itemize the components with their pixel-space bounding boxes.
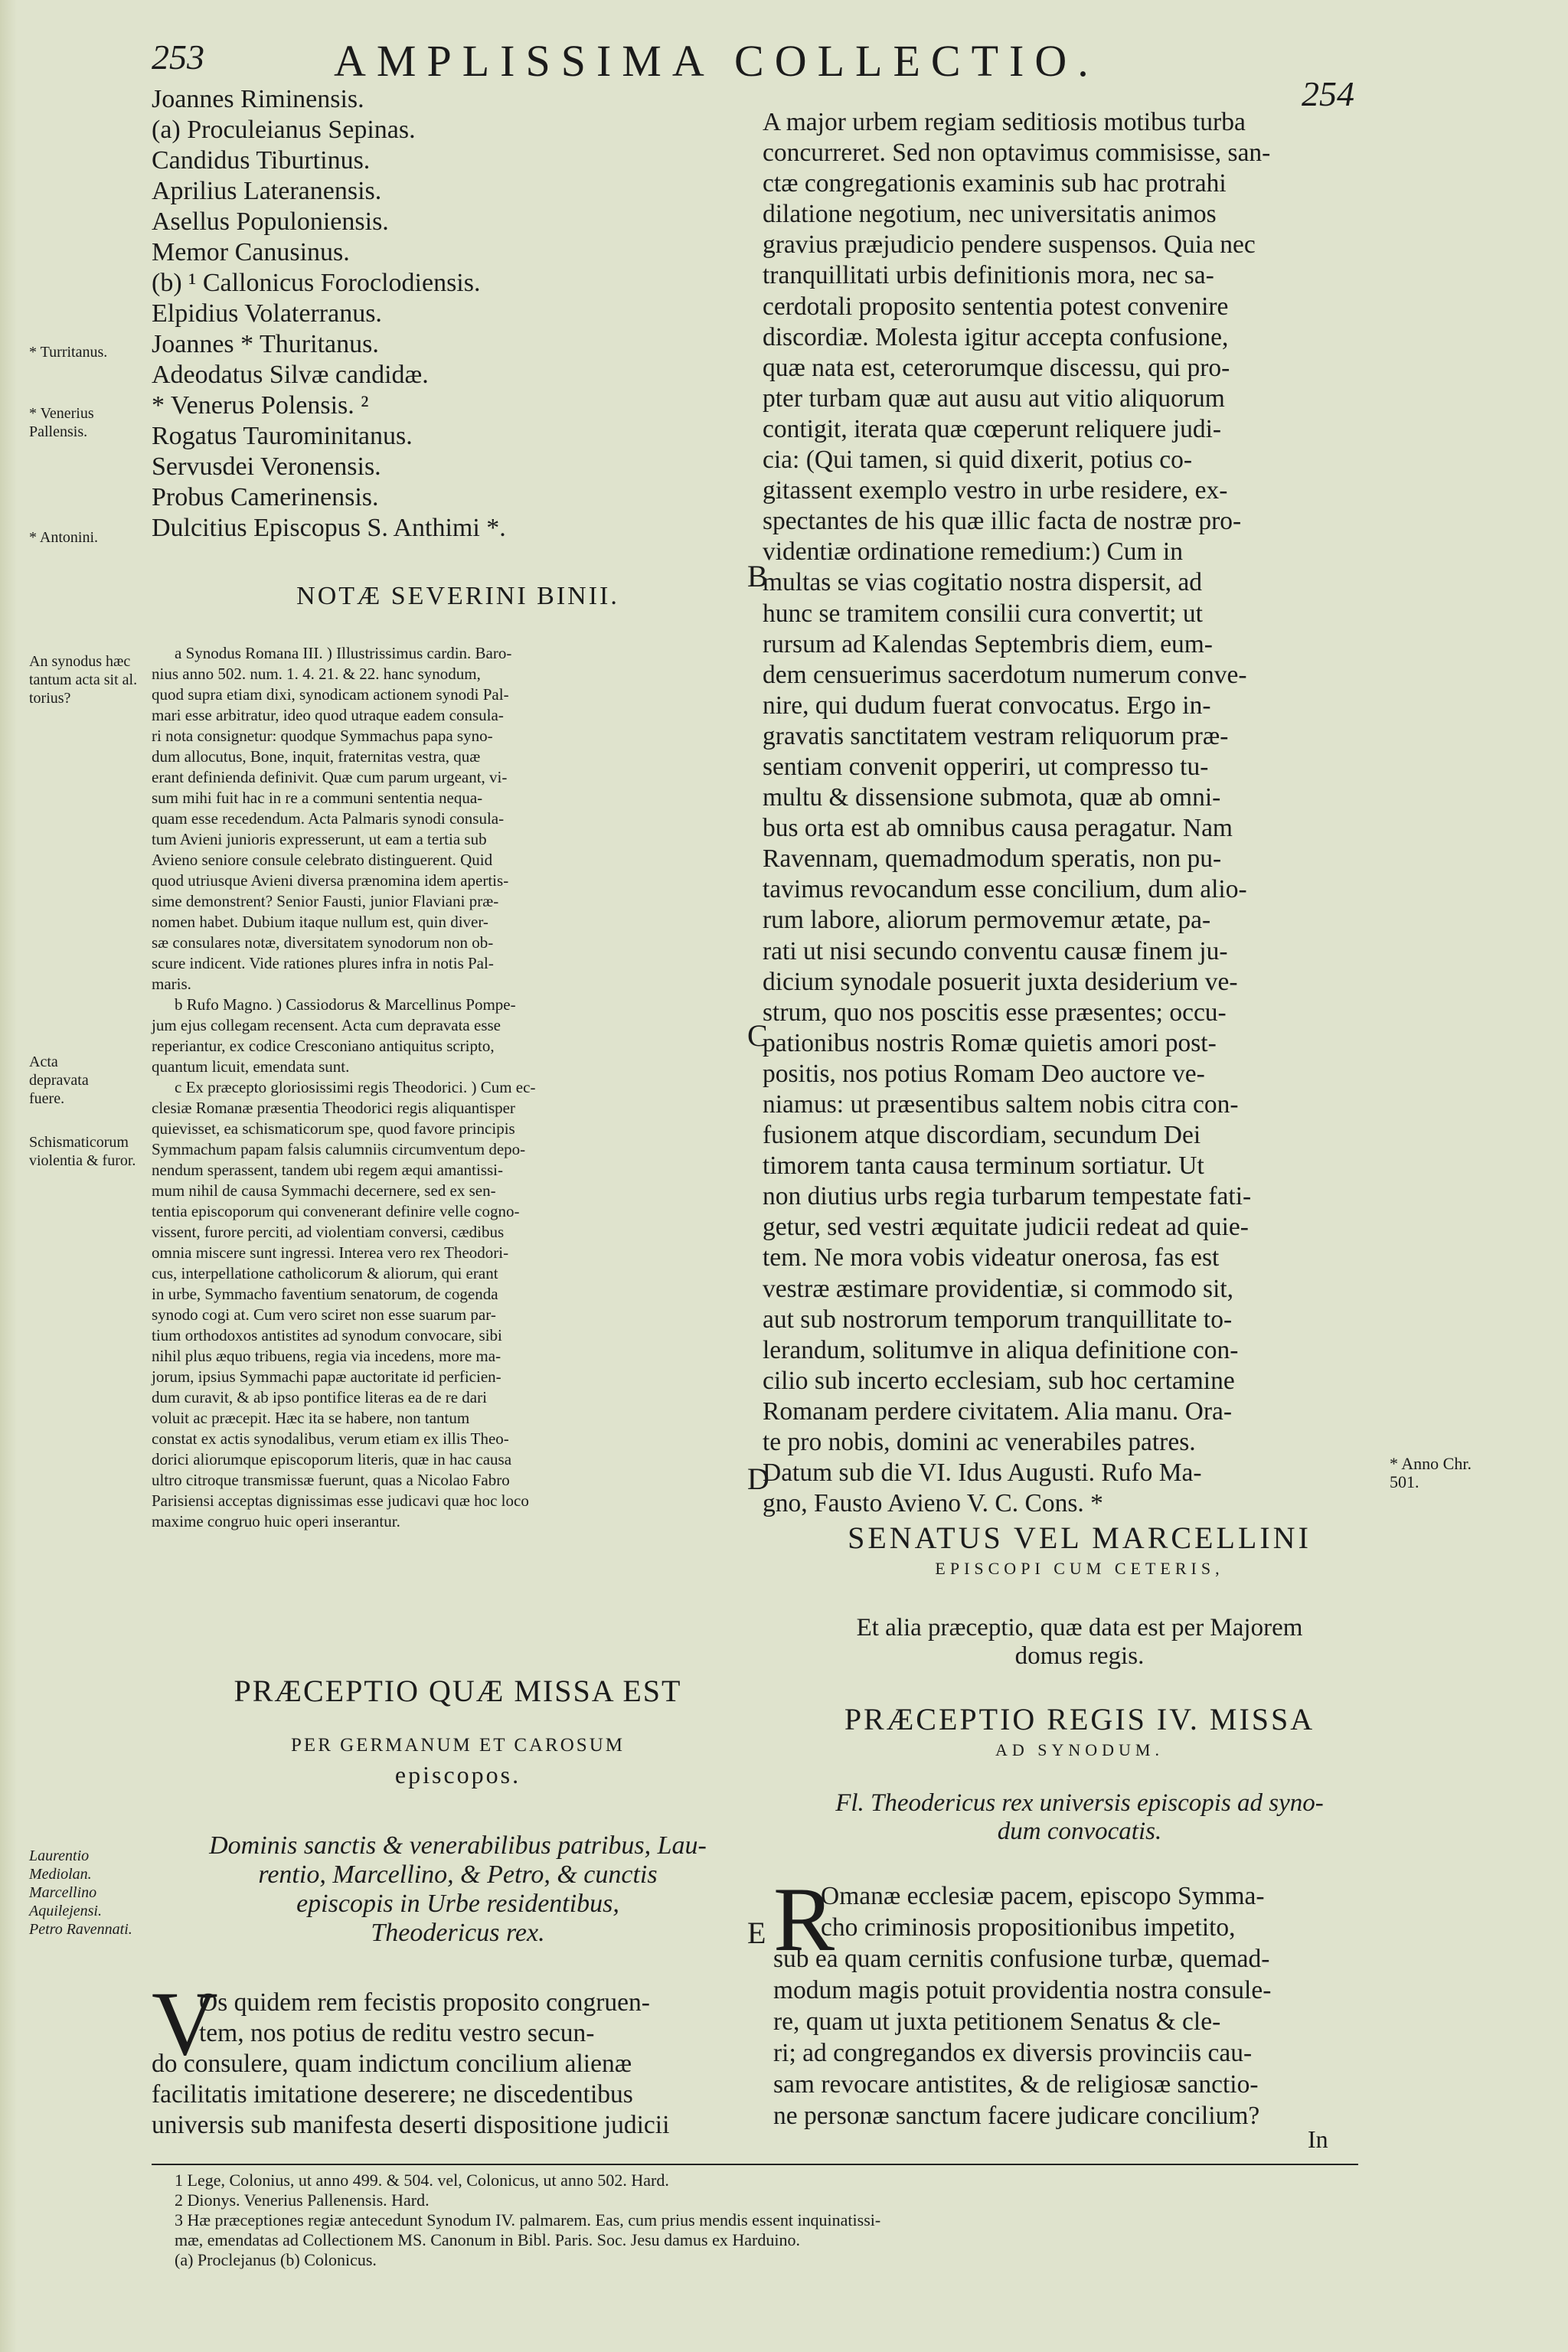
names-list (152, 84, 764, 544)
right-text-line: videntiæ ordinatione remedium:) Cum in (763, 537, 1183, 567)
note-line: scure indicent. Vide rationes plures infra in notis Pal- (152, 954, 494, 972)
catchword: In (1308, 2125, 1328, 2153)
body-left-line: tem, nos potius de reditu vestro secun- (199, 2019, 595, 2047)
body-left-line: do consulere, quam indictum concilium alienæ (152, 2050, 632, 2078)
right-text-line: gravius præjudicio pendere suspensos. Quia nec (763, 230, 1256, 260)
right-text-line: hunc se tramitem consilii cura convertit; ut (763, 599, 1203, 628)
praeceptio-two-intro1: Fl. Theodericus rex universis episcopis ad syno- (835, 1789, 1324, 1817)
senatus-sub: EPISCOPI CUM CETERIS, (935, 1559, 1224, 1578)
body-right-line: cho criminosis propositionibus impetito, (821, 1913, 1236, 1942)
margin-laurentio: Laurentio Mediolan. Marcellino Aquilejensi. Petro Ravennati. (29, 1847, 132, 1938)
note-line: ultro citroque transmissæ fuerunt, quas a Nicolao Fabro (152, 1471, 510, 1489)
note-line: erant definienda definivit. Quæ cum parum urgeant, vi- (152, 768, 508, 786)
footnotes-block (175, 2171, 880, 2270)
footnote-line: 1 Lege, Colonius, ut anno 499. & 504. vel, Colonicus, ut anno 502. Hard. (175, 2171, 669, 2190)
right-text-line: rati ut nisi secundo conventu causæ finem ju- (763, 936, 1228, 965)
name-line: * Venerus Polensis. ² (152, 391, 369, 420)
right-text-line: multu & dissensione submota, quæ ab omni- (763, 783, 1221, 812)
body-right-line: sam revocare antistites, & de religiosæ sanctio- (773, 2070, 1259, 2099)
name-line: Candidus Tiburtinus. (152, 146, 371, 175)
notes-heading-text: NOTÆ SEVERINI BINII. (296, 582, 619, 610)
right-text-line: cerdotali proposito sententia potest convenire (763, 292, 1229, 321)
section-letter-d: D (747, 1462, 769, 1496)
drop-cap-r: R (773, 1868, 835, 1970)
note-line: quod utriusque Avieni diversa prænomina idem apertis- (152, 871, 509, 890)
praeceptio-two (773, 1701, 1386, 1846)
footnote-line: 2 Dionys. Venerius Pallenensis. Hard. (175, 2190, 430, 2210)
right-text-line: strum, quo nos poscitis esse præsentes; occu- (763, 998, 1227, 1027)
right-text-line: ctæ congregationis examinis sub hac protrahi (763, 169, 1227, 198)
footnote-line: (a) Proclejanus (b) Colonicus. (175, 2250, 377, 2269)
right-text-line: positis, nos potius Romam Deo auctore ve- (763, 1059, 1205, 1088)
name-line: Elpidius Volaterranus. (152, 299, 382, 328)
note-line: mum nihil de causa Symmachi decernere, sed ex sen- (152, 1181, 496, 1200)
right-text-line: dem censuerimus sacerdotum numerum conve- (763, 660, 1247, 689)
note-line: reperiantur, ex codice Cresconiano antiquitus scripto, (152, 1037, 495, 1055)
right-text-line: fusionem atque discordiam, secundum Dei (763, 1121, 1201, 1150)
right-text-line: A major urbem regiam seditiosis motibus turba (763, 108, 1246, 136)
right-text-line: sentiam convenit opperiri, ut compresso tu- (763, 752, 1209, 781)
note-line: sime demonstrent? Senior Fausti, junior Flaviani præ- (152, 892, 499, 910)
note-line: dorici aliorumque episcoporum literis, quæ in hac causa (152, 1450, 512, 1468)
note-line: quievisset, ea schismaticorum spe, quod favore principis (152, 1119, 515, 1138)
body-right-line: ri; ad congregandos ex diversis provinciis cau- (773, 2039, 1253, 2067)
address-line: Dominis sanctis & venerabilibus patribus, Lau- (209, 1831, 707, 1860)
senatus-block (773, 1520, 1386, 1671)
note-line: voluit ac præcepit. Hæc ita se habere, non tantum (152, 1409, 470, 1427)
running-title-text: AMPLISSIMA COLLECTIO. (334, 36, 1099, 86)
margin-anno: * Anno Chr. 501. (1390, 1454, 1472, 1491)
right-text-line: tem. Ne mora vobis videatur onerosa, fas est (763, 1243, 1220, 1272)
right-text-line: gravatis sanctitatem vestram reliquorum præ- (763, 721, 1229, 750)
note-line: nius anno 502. num. 1. 4. 21. & 22. hanc synodum, (152, 665, 481, 683)
note-line: mari esse arbitratur, ideo quod utraque eadem consula- (152, 706, 504, 724)
note-line: nomen habet. Dubium itaque nullum est, quin diver- (152, 913, 488, 931)
name-line: Memor Canusinus. (152, 238, 350, 266)
name-line: Servusdei Veronensis. (152, 452, 381, 481)
note-line: in urbe, Symmacho faventium senatorum, de cogenda (152, 1285, 498, 1303)
right-text-line: discordiæ. Molesta igitur accepta confusione, (763, 322, 1229, 351)
margin-acta: Acta depravata fuere. (29, 1054, 89, 1107)
right-text-line: timorem tanta causa terminum sortiatur. Ut (763, 1152, 1204, 1181)
footnote-rule (152, 2164, 1358, 2165)
address-line: rentio, Marcellino, & Petro, & cunctis (258, 1860, 658, 1889)
right-text-line: spectantes de his quæ illic facta de nostræ pro- (763, 507, 1242, 536)
page-number-left: 253 (152, 38, 204, 77)
note-line: Avieno seniore consule celebrato distinguerent. Quid (152, 851, 493, 869)
running-title (334, 35, 1099, 87)
notes-heading (152, 582, 764, 611)
senatus-text2: domus regis. (1014, 1642, 1145, 1670)
name-line: Aprilius Lateranensis. (152, 177, 382, 205)
body-left-line: universis sub manifesta deserti dispositione judicii (152, 2111, 670, 2139)
note-line: quantum licuit, emendata sunt. (152, 1057, 350, 1076)
address-line: episcopis in Urbe residentibus, (296, 1890, 619, 1918)
address-block (152, 1831, 764, 1948)
right-text-line: vestræ æstimare providentiæ, si commodo sit, (763, 1274, 1234, 1303)
right-text-line: tranquillitati urbis definitionis mora, nec sa- (763, 261, 1214, 290)
body-left-line: Os quidem rem fecistis proposito congruen- (199, 1988, 650, 2017)
section-letter-e: E (747, 1916, 766, 1950)
note-line: Symmachum papam falsis calumniis circumventum depo- (152, 1140, 526, 1158)
right-text-line: lerandum, solitumve in aliqua definitione con- (763, 1335, 1239, 1364)
footnote-line: mæ, emendatas ad Collectionem MS. Canonum in Bibl. Paris. Soc. Jesu damus ex Harduino. (175, 2230, 800, 2249)
margin-schism: Schismaticorum violentia & furor. (29, 1134, 136, 1169)
section-letter-c: C (747, 1018, 768, 1053)
body-left (152, 1988, 764, 2141)
right-text-line: multas se vias cogitatio nostra dispersit, ad (763, 568, 1203, 597)
right-text-line: contigit, iterata quæ cœperunt reliquere judi- (763, 414, 1222, 443)
margin-turritanus: * Turritanus. (29, 344, 108, 361)
right-text-line: rursum ad Kalendas Septembris diem, eum- (763, 629, 1213, 658)
name-line: (b) ¹ Callonicus Foroclodiensis. (152, 269, 481, 297)
note-line: maxime congruo huic operi inserantur. (152, 1512, 400, 1530)
praeceptio-two-intro2: dum convocatis. (997, 1818, 1162, 1845)
name-line: Joannes * Thuritanus. (152, 330, 379, 358)
right-text-line: Romanam perdere civitatem. Alia manu. Ora- (763, 1396, 1233, 1426)
right-text-line: concurreret. Sed non optavimus commisisse, san- (763, 139, 1271, 168)
note-line: jorum, ipsius Symmachi papæ auctoritate id perficien- (152, 1367, 501, 1386)
name-line: Dulcitius Episcopus S. Anthimi *. (152, 514, 506, 542)
binding-gutter (0, 0, 17, 2352)
body-right-line: re, quam ut juxta petitionem Senatus & cle- (773, 2007, 1221, 2036)
right-text-line: gitassent exemplo vestro in urbe residere, ex- (763, 476, 1228, 505)
name-line: Adeodatus Silvæ candidæ. (152, 361, 429, 389)
note-line: dum allocutus, Bone, inquit, fraternitas vestra, quæ (152, 747, 481, 766)
page-number-right: 254 (1302, 74, 1354, 113)
margin-venerius: * Venerius Pallensis. (29, 405, 94, 440)
margin-synodus: An synodus hæc tantum acta sit al. torius? (29, 653, 138, 707)
note-line: c Ex præcepto gloriosissimi regis Theodorici. ) Cum ec- (175, 1078, 536, 1096)
right-text-line: quæ nata est, ceterorumque discessu, qui pro- (763, 353, 1230, 382)
right-text-line: bus orta est ab omnibus causa peragatur. Nam (763, 814, 1233, 843)
note-line: nihil plus æquo tribuens, regia via incedens, more ma- (152, 1347, 501, 1365)
praeceptio-one (152, 1673, 764, 1789)
note-line: maris. (152, 975, 191, 993)
right-text-line: dicium synodale posuerit juxta desiderium ve- (763, 967, 1238, 996)
right-text-line: rum labore, aliorum permovemur ætate, pa- (763, 906, 1211, 935)
address-line: Theodericus rex. (371, 1919, 545, 1947)
note-line: Parisiensi acceptas dignissimas esse judicavi quæ hoc loco (152, 1491, 529, 1510)
right-text-line: cia: (Qui tamen, si quid dixerit, potius co- (763, 446, 1193, 475)
note-line: sæ consulares notæ, diversitatem synodorum non ob- (152, 933, 494, 952)
note-line: b Rufo Magno. ) Cassiodorus & Marcellinus Pompe- (175, 995, 516, 1014)
praeceptio-one-sub2: episcopos. (394, 1761, 521, 1788)
note-line: quam esse recedendum. Acta Palmaris synodi consula- (152, 809, 505, 828)
right-text-line: Datum sub die VI. Idus Augusti. Rufo Ma- (763, 1459, 1202, 1488)
senatus-heading: SENATUS VEL MARCELLINI (848, 1521, 1312, 1555)
body-right-line: modum magis potuit providentia nostra consule- (773, 1976, 1272, 2004)
praeceptio-one-sub1: PER GERMANUM ET CAROSUM (291, 1735, 625, 1756)
right-text-line: non diutius urbs regia turbarum tempestate fati- (763, 1182, 1252, 1211)
right-text-line: Ravennam, quemadmodum speratis, non pu- (763, 844, 1222, 874)
note-line: omnia miscere sunt ingressi. Interea vero rex Theodori- (152, 1243, 509, 1262)
note-line: tum Avieni junioris expresserunt, ut eam a tertia sub (152, 830, 487, 848)
note-line: vissent, furore perciti, ad violentiam conversi, cædibus (152, 1223, 505, 1241)
note-line: a Synodus Romana III. ) Illustrissimus cardin. Baro- (175, 644, 512, 662)
footnote-line: 3 Hæ præceptiones regiæ antecedunt Synodum IV. palmarem. Eas, cum prius mendis essent inquinatissi- (175, 2210, 881, 2230)
name-line: Probus Camerinensis. (152, 483, 379, 511)
right-text-line: cilio sub incerto ecclesiam, sub hoc certamine (763, 1366, 1235, 1395)
note-line: ri nota consignetur: quodque Symmachus papa syno- (152, 727, 493, 745)
note-line: quod supra etiam dixi, synodicam actionem synodi Pal- (152, 685, 509, 704)
note-line: sum mihi fuit hac in re a communi sententia nequa- (152, 789, 483, 807)
note-line: tentia episcoporum qui convenerant definire velle cogno- (152, 1202, 520, 1220)
right-text-line: nire, qui dudum fuerat convocatus. Ergo in- (763, 691, 1211, 720)
right-text-line: dilatione negotium, nec universitatis animos (763, 200, 1217, 229)
notes-block (152, 643, 756, 1532)
right-text-block (763, 107, 1375, 1519)
note-line: nendum sperassent, tandem ubi regem æqui amantissi- (152, 1161, 503, 1179)
body-left-line: facilitatis imitatione deserere; ne discedentibus (152, 2080, 633, 2109)
drop-cap-v: V (152, 1972, 218, 2074)
body-right-line: ne personæ sanctum facere judicare concilium? (773, 2102, 1260, 2130)
right-text-line: pter turbam quæ aut ausu aut vitio aliquorum (763, 384, 1225, 413)
note-line: jum ejus collegam recensent. Acta cum depravata esse (152, 1016, 501, 1034)
praeceptio-two-heading: PRÆCEPTIO REGIS IV. MISSA (844, 1702, 1315, 1736)
name-line: Rogatus Taurominitanus. (152, 422, 413, 450)
note-line: tium orthodoxos antistites ad synodum convocare, sibi (152, 1326, 502, 1344)
praeceptio-one-heading: PRÆCEPTIO QUÆ MISSA EST (234, 1674, 682, 1708)
right-text-line: tavimus revocandum esse concilium, dum alio- (763, 875, 1247, 904)
note-line: synodo cogi at. Cum vero sciret non esse suarum par- (152, 1305, 496, 1324)
name-line: Asellus Populoniensis. (152, 207, 389, 236)
section-letter-b: B (747, 559, 768, 593)
note-line: dum curavit, & ab ipso pontifice literas ea de re dari (152, 1388, 487, 1406)
body-right-line: Omanæ ecclesiæ pacem, episcopo Symma- (821, 1882, 1265, 1910)
senatus-text1: Et alia præceptio, quæ data est per Majorem (856, 1614, 1303, 1642)
body-right-line: sub ea quam cernitis confusione turbæ, quemad- (773, 1945, 1270, 1973)
name-line: Joannes Riminensis. (152, 85, 364, 113)
right-text-line: pationibus nostris Romæ quietis amori post- (763, 1028, 1217, 1057)
right-text-line: gno, Fausto Avieno V. C. Cons. * (763, 1489, 1103, 1518)
right-text-line: aut sub nostrorum temporum tranquillitate to- (763, 1305, 1233, 1334)
right-text-line: niamus: ut præsentibus saltem nobis citra con- (763, 1090, 1239, 1119)
margin-antonini: * Antonini. (29, 529, 99, 546)
praeceptio-two-sub: AD SYNODUM. (995, 1740, 1164, 1759)
note-line: clesiæ Romanæ præsentia Theodorici regis aliquantisper (152, 1099, 515, 1117)
right-text-line: te pro nobis, domini ac venerabiles patres. (763, 1428, 1196, 1457)
note-line: constat ex actis synodalibus, verum etiam ex illis Theo- (152, 1429, 509, 1448)
body-right (773, 1880, 1386, 2132)
name-line: (a) Proculeianus Sepinas. (152, 116, 416, 144)
note-line: cus, interpellatione catholicorum & aliorum, qui erant (152, 1264, 498, 1282)
right-text-line: getur, sed vestri æquitate judicii redeat ad quie- (763, 1213, 1249, 1242)
